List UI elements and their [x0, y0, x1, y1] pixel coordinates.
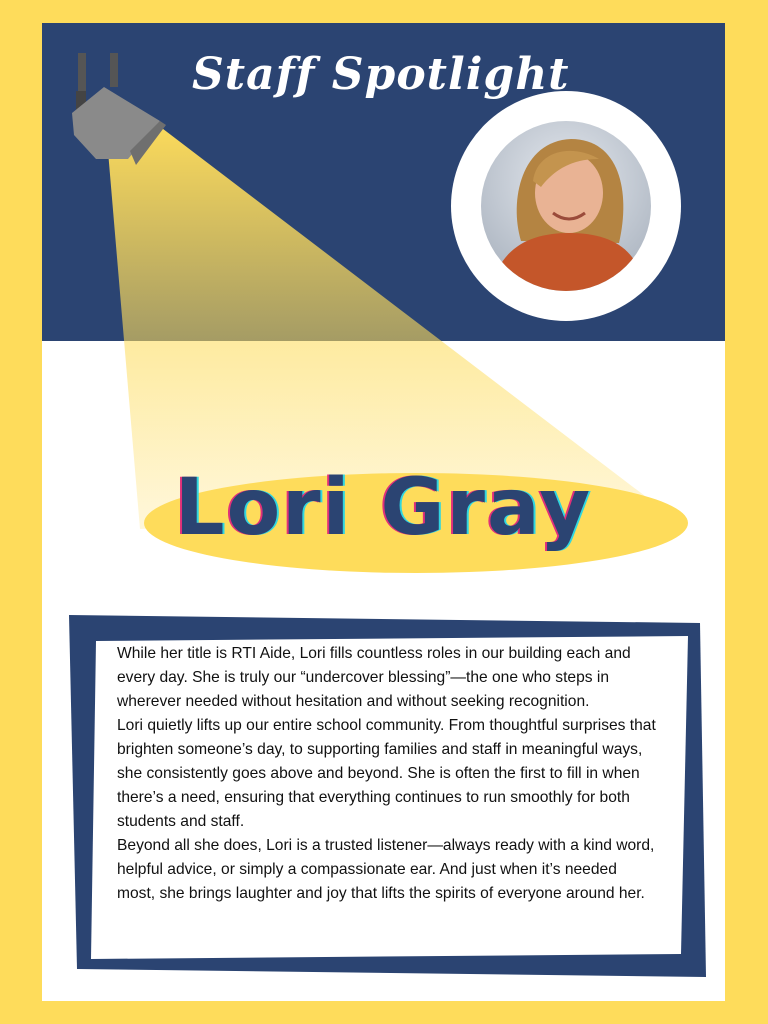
- bio-paragraph: Beyond all she does, Lori is a trusted listener—always ready with a kind word, helpful advice, or simply a compassionate ear. And just when it’s needed most, she brings laughter and joy that lifts the spirits of everyone around her.: [117, 837, 655, 902]
- page-title: Staff Spotlight: [192, 49, 570, 100]
- bio-paragraph: Lori quietly lifts up our entire school community. From thoughtful surprises that brighten someone’s day, to supporting families and staff in meaningful ways, she consistently goes above and beyond. She is often the first to fill in when there’s a need, ensuring that everything continues to run smoothly for both students and staff.: [117, 717, 656, 830]
- staff-name: Lori Gray: [174, 463, 593, 553]
- bio-text: [117, 642, 657, 906]
- bio-paragraph: While her title is RTI Aide, Lori fills countless roles in our building each and every day. She is truly our “undercover blessing”—the one who steps in wherever needed without hesitation and without seeking recognition.: [117, 645, 631, 710]
